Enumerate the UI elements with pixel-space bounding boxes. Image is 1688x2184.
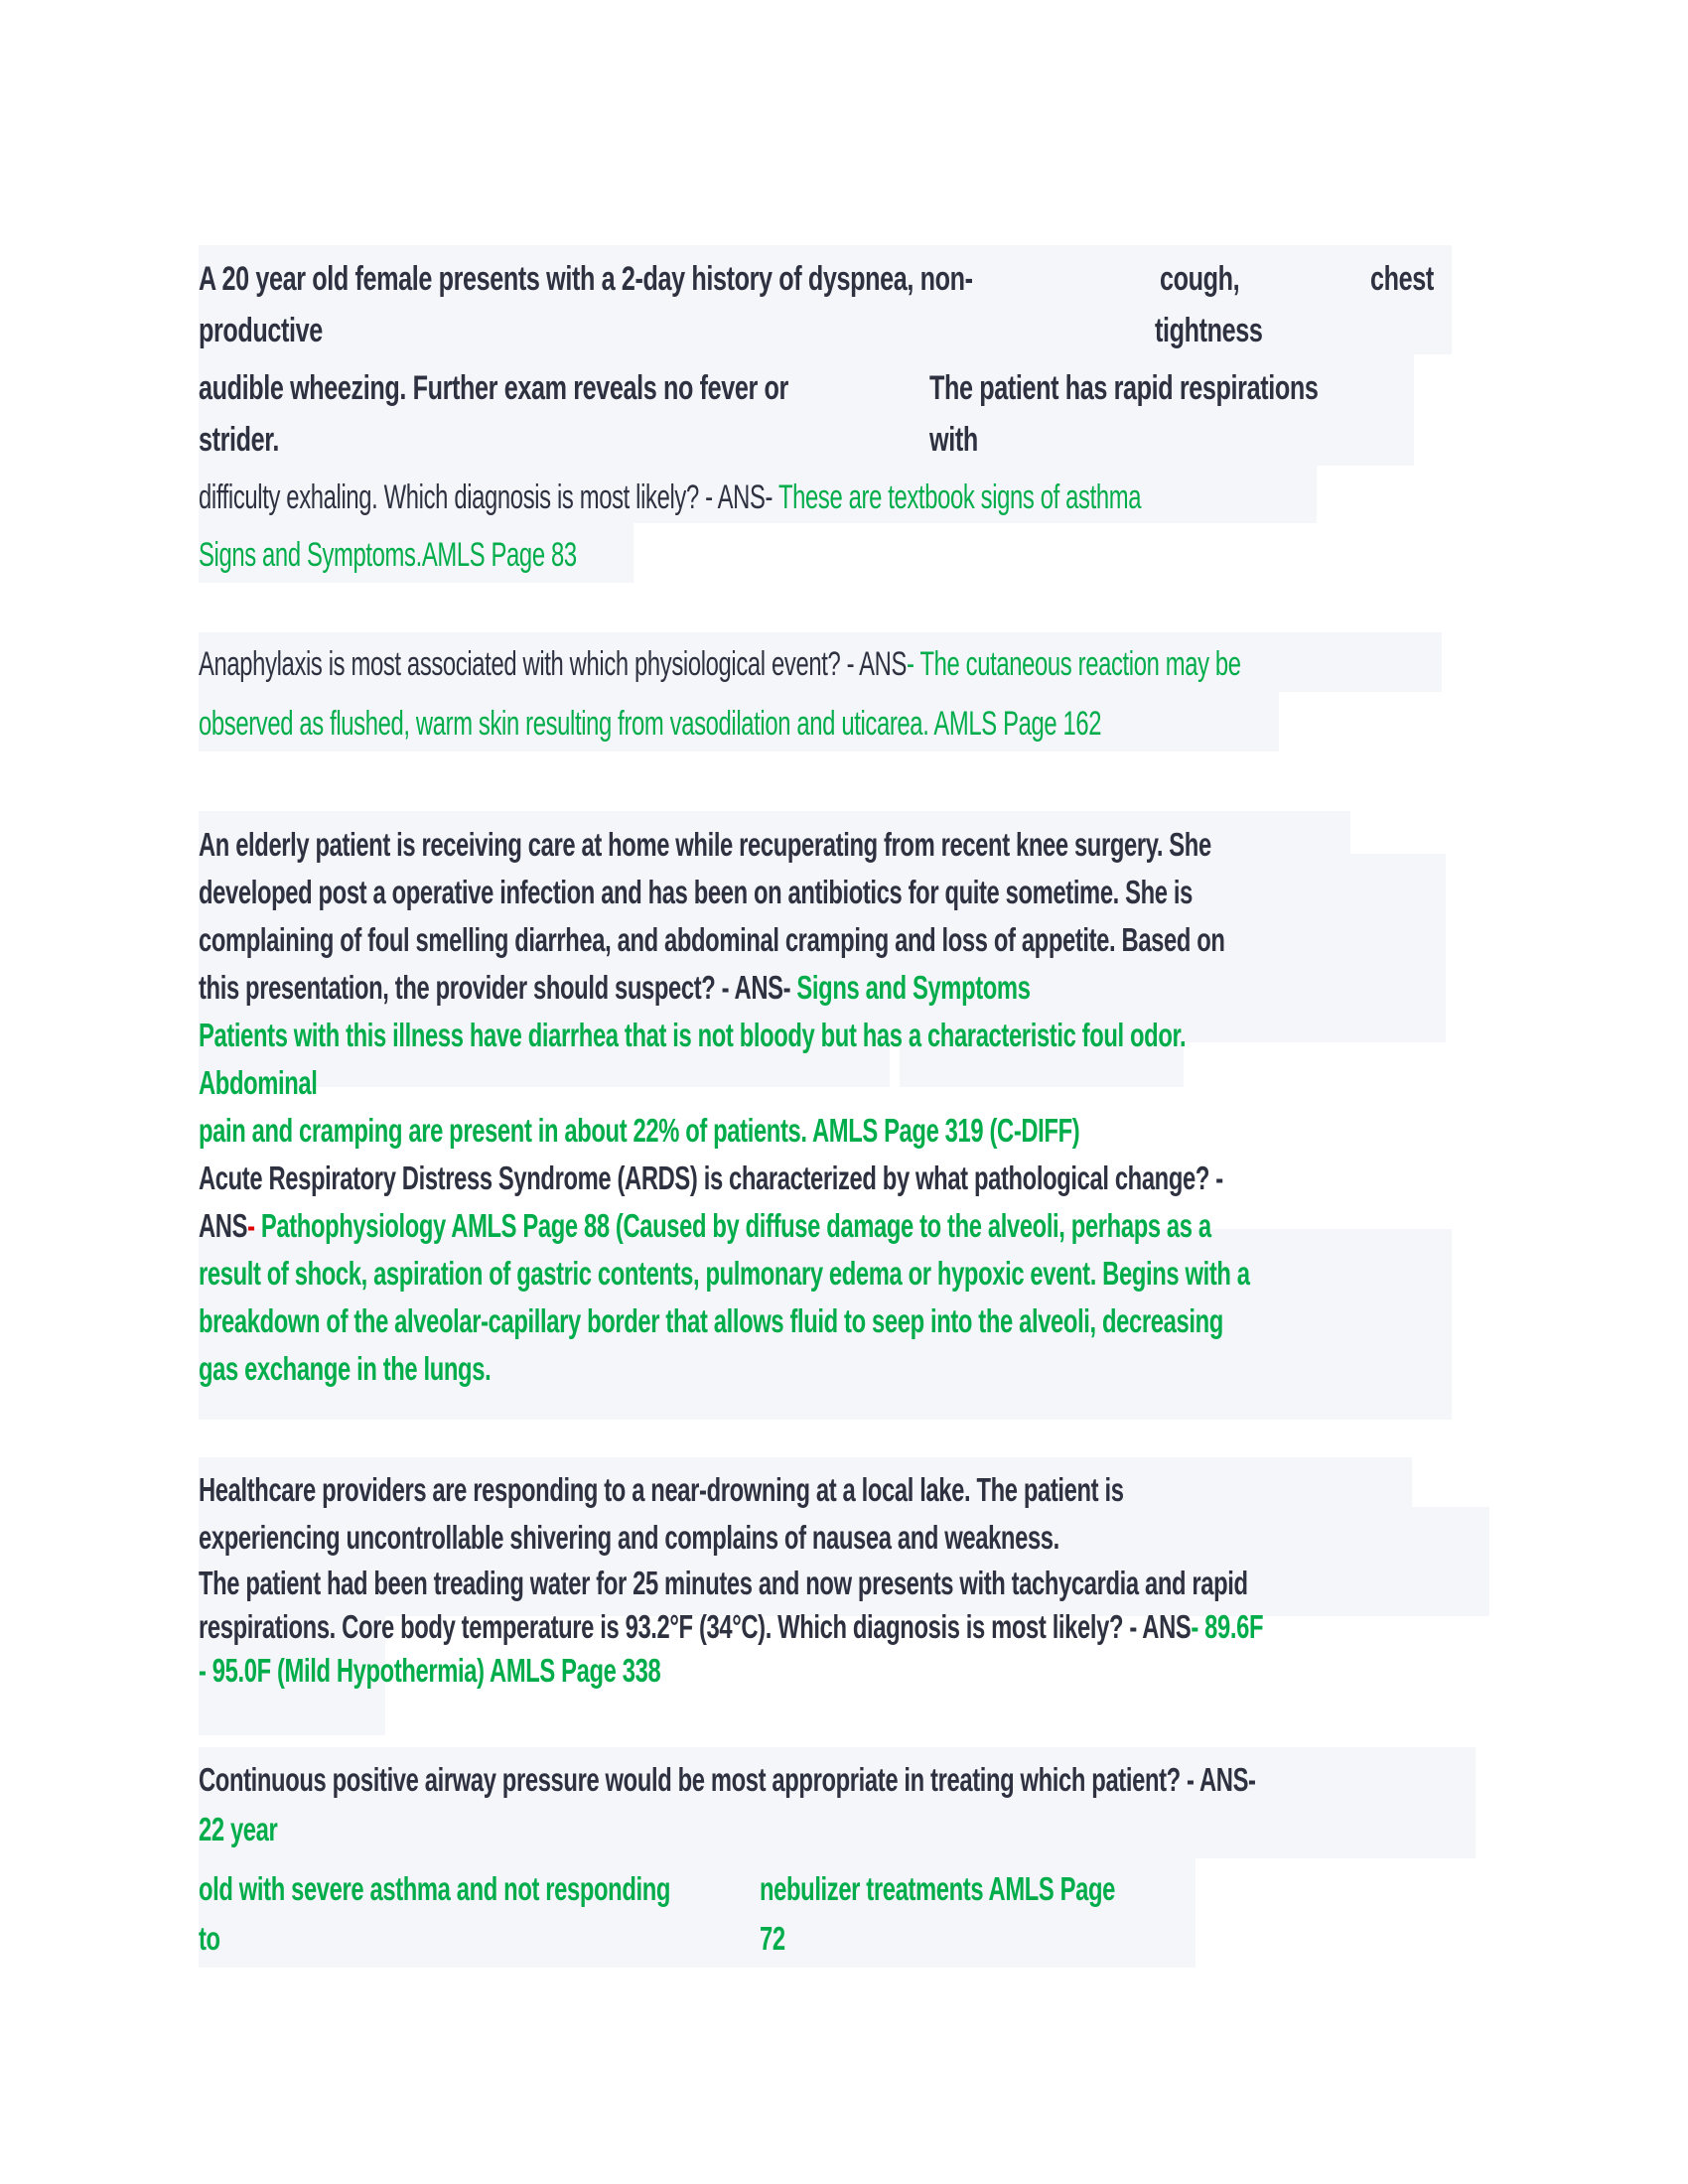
q3-answer-line-2: Abdominal: [199, 1064, 318, 1101]
q2-question: Anaphylaxis is most associated with which physiological event? - ANS: [199, 645, 908, 683]
q4-line-3: [199, 1255, 1250, 1293]
q3-question-line-1: An elderly patient is receiving care at home while recuperating from recent knee surgery. She: [199, 826, 1211, 863]
q5-question-line-2: experiencing uncontrollable shivering and complains of nausea and weakness.: [199, 1519, 1059, 1556]
q6-answer-line-3-left: to: [199, 1920, 220, 1957]
q3-question-line-3: complaining of foul smelling diarrhea, and abdominal cramping and loss of appetite. Based on: [199, 921, 1225, 958]
q1-line-4-right-text: with: [929, 421, 978, 459]
q3-line-3: [199, 921, 1225, 959]
q4-answer-line-2: result of shock, aspiration of gastric contents, pulmonary edema or hypoxic event. Begins with a: [199, 1255, 1250, 1292]
q1-line-2-left: productive: [199, 312, 323, 349]
q1-line-6: [199, 536, 577, 575]
q6-answer-line-1: 22 year: [199, 1811, 278, 1847]
q3-answer-line-3: pain and cramping are present in about 22% of patients. AMLS Page 319 (C-DIFF): [199, 1112, 1080, 1149]
q3-answer-line-1: Patients with this illness have diarrhea that is not bloody but has a characteristic foul odor.: [199, 1017, 1187, 1053]
q4-answer-line-3: breakdown of the alveolar-capillary border that allows fluid to seep into the alveoli, decreasing: [199, 1302, 1223, 1339]
q4-answer-line-4: gas exchange in the lungs.: [199, 1350, 492, 1387]
q1-line-1-right: [1160, 260, 1239, 299]
q5-answer-line: - 95.0F (Mild Hypothermia) AMLS Page 338: [199, 1652, 661, 1689]
q4-question-line-1: Acute Respiratory Distress Syndrome (ARDS) is characterized by what pathological change? -: [199, 1160, 1223, 1196]
q1-line-2-right: [1155, 312, 1263, 350]
q1-line-1: [199, 260, 973, 299]
q3-line-1: [199, 826, 1211, 864]
q1-line-2-right-text: tightness: [1155, 312, 1263, 349]
q3-line-4: [199, 969, 1031, 1007]
q3-answer-inline: Signs and Symptoms: [790, 969, 1031, 1006]
q5-line-1: [199, 1471, 1124, 1509]
q4-answer-line-1: Pathophysiology AMLS Page 88 (Caused by diffuse damage to the alveoli, perhaps as a: [254, 1207, 1211, 1244]
q1-line-3: [199, 369, 788, 408]
q5-line-5: [199, 1652, 660, 1690]
q6-answer-line-2-right: nebulizer treatments AMLS Page: [760, 1870, 1116, 1907]
q1-line-1-left: A 20 year old female presents with a 2-day history of dyspnea, non-: [199, 260, 973, 298]
q1-answer-end: Signs and Symptoms.AMLS Page 83: [199, 536, 577, 574]
q5-answer-inline: - 89.6F: [1191, 1608, 1264, 1645]
q5-question-line-4: respirations. Core body temperature is 93.2°F (34°C). Which diagnosis is most likely? - ANS: [199, 1608, 1192, 1645]
q3-line-6: [199, 1064, 318, 1102]
q2-answer-end: observed as flushed, warm skin resulting from vasodilation and uticarea. AMLS Page 162: [199, 705, 1102, 743]
q1-line-1-right-text: cough,: [1160, 260, 1240, 298]
q1-line-1-far-right-text: chest: [1370, 260, 1434, 298]
q6-line-1: [199, 1761, 1256, 1799]
q5-question-line-1: Healthcare providers are responding to a near-drowning at a local lake. The patient is: [199, 1471, 1124, 1508]
q2-line-2: [199, 705, 1101, 744]
q4-line-1: [199, 1160, 1223, 1197]
q6-line-2: [199, 1811, 277, 1848]
q4-line-2: [199, 1207, 1211, 1245]
q1-line-1-far-right: [1370, 260, 1434, 299]
q1-line-4-right: [929, 421, 978, 460]
q6-line-3: [199, 1870, 670, 1908]
q3-line-7: [199, 1112, 1079, 1150]
q1-line-4-left: strider.: [199, 421, 279, 459]
q1-line-4: [199, 421, 279, 460]
q1-line-3-right-text: The patient has rapid respirations: [929, 369, 1319, 407]
q2-answer-start: - The cutaneous reaction may be: [907, 645, 1241, 683]
q6-line-3-right: [760, 1870, 1115, 1908]
q3-question-line-2: developed post a operative infection and has been on antibiotics for quite sometime. She is: [199, 874, 1194, 910]
q4-dash-accent: -: [247, 1207, 255, 1244]
q1-question-end: difficulty exhaling. Which diagnosis is most likely? - ANS-: [199, 478, 774, 516]
q1-line-3-right: [929, 369, 1318, 408]
q5-line-2: [199, 1519, 1059, 1557]
q3-question-line-4: this presentation, the provider should suspect? - ANS-: [199, 969, 791, 1006]
q5-line-4: [199, 1608, 1263, 1646]
q1-line-3-left: audible wheezing. Further exam reveals no fever or: [199, 369, 788, 407]
q6-question: Continuous positive airway pressure would be most appropriate in treating which patient? - ANS-: [199, 1761, 1256, 1798]
q1-answer-start: These are textbook signs of asthma: [773, 478, 1142, 516]
q4-question-prefix: ANS: [199, 1207, 248, 1244]
q4-line-5: [199, 1350, 491, 1388]
q6-answer-line-3-right: 72: [760, 1920, 785, 1957]
q6-line-4: [199, 1920, 220, 1958]
q1-line-5: [199, 478, 1141, 517]
q3-line-5: [199, 1017, 1186, 1054]
q6-line-4-right: [760, 1920, 785, 1958]
q1-line-2: [199, 312, 323, 350]
q4-line-4: [199, 1302, 1223, 1340]
q2-line-1: [199, 645, 1241, 684]
q5-question-line-3: The patient had been treading water for 25 minutes and now presents with tachycardia and rapid: [199, 1565, 1248, 1601]
q3-line-2: [199, 874, 1193, 911]
q5-line-3: [199, 1565, 1248, 1602]
q6-answer-line-2-left: old with severe asthma and not responding: [199, 1870, 671, 1907]
